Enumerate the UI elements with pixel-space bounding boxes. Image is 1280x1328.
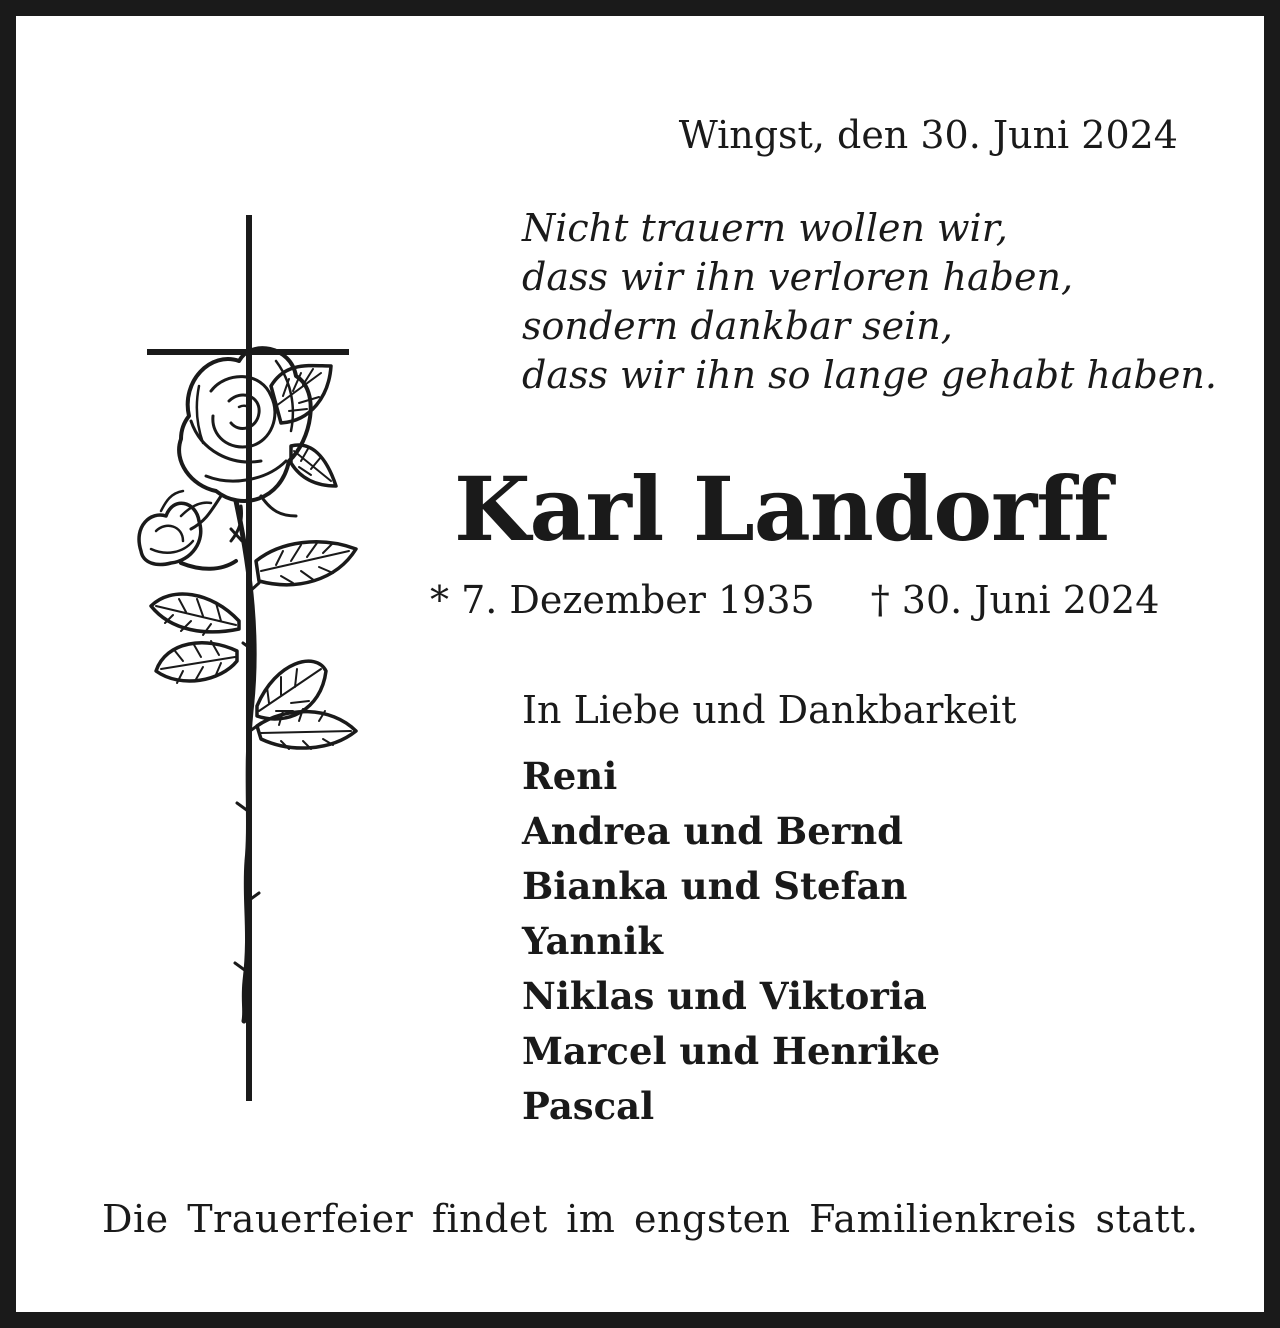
cross-with-rose-icon: [111, 211, 371, 1111]
death-date: † 30. Juni 2024: [870, 578, 1160, 622]
poem-line: dass wir ihn verloren haben,: [522, 255, 1074, 299]
family-member: Niklas und Viktoria: [522, 974, 927, 1018]
poem-line: Nicht trauern wollen wir,: [522, 206, 1008, 250]
deceased-name: Karl Landorff: [454, 457, 1111, 561]
poem-line: dass wir ihn so lange gehabt haben.: [522, 353, 1217, 397]
family-member: Reni: [522, 754, 618, 798]
family-member: Marcel und Henrike: [522, 1029, 941, 1073]
family-member: Pascal: [522, 1084, 655, 1128]
poem-line: sondern dankbar sein,: [522, 304, 953, 348]
poem: [522, 204, 1217, 400]
place-date: Wingst, den 30. Juni 2024: [678, 113, 1178, 157]
family-member: Bianka und Stefan: [522, 864, 908, 908]
family-member: Andrea und Bernd: [522, 809, 904, 853]
family-member: Yannik: [522, 919, 664, 963]
thanks-line: In Liebe und Dankbarkeit: [522, 688, 1017, 732]
life-dates: [430, 576, 1159, 624]
family-list: [522, 749, 940, 1134]
birth-date: * 7. Dezember 1935: [430, 578, 815, 622]
funeral-note: Die Trauerfeier findet im engsten Familienkreis statt.: [102, 1197, 1199, 1241]
